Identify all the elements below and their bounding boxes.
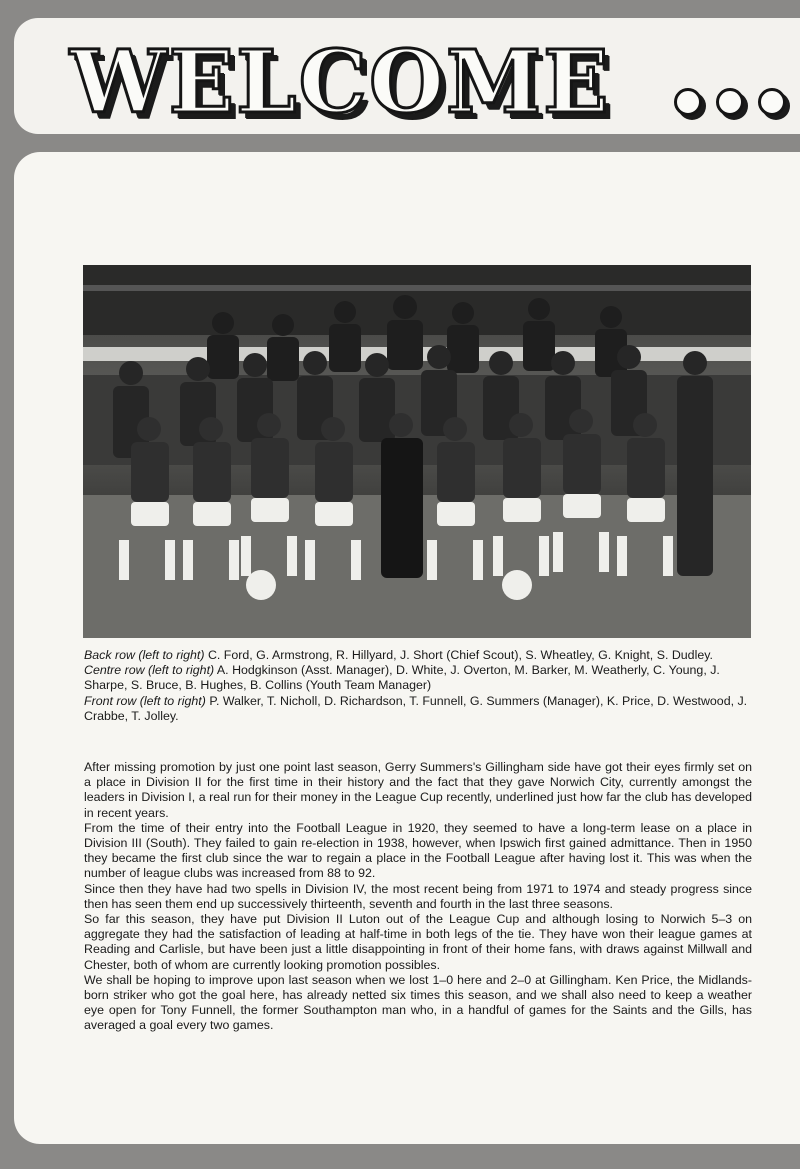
caption-back-row: [84, 648, 752, 663]
centre-row-names: A. Hodgkinson (Asst. Manager), D. White, J. Overton, M. Barker, M. Weatherly, C. Young, J. Sharpe, S. Bruce, B. Hughes, B. Collins (Youth Team Manager): [84, 663, 720, 693]
caption-centre-row: [84, 663, 752, 693]
dot-icon: [674, 88, 702, 116]
centre-row-label: Centre row (left to right): [84, 663, 215, 678]
dot-icon: [716, 88, 744, 116]
back-row-label: Back row (left to right): [84, 648, 205, 662]
ellipsis-dots: [674, 88, 786, 116]
article-paragraph: So far this season, they have put Division II Luton out of the League Cup and although losing to Norwich 5–3 on aggregate they had the satisfaction of leading at half-time in both legs of the tie. They have won their league games at Reading and Carlisle, but have been just a little disappointing in front of their home fans, with draws against Millwall and Chester, both of whom are currently looking promotion possibles.: [84, 912, 752, 972]
caption-front-row: [84, 694, 752, 724]
front-row-names: P. Walker, T. Nicholl, D. Richardson, T. Funnell, G. Summers (Manager), K. Price, D. Westwood, J. Crabbe, T. Jolley.: [84, 693, 748, 723]
team-photo-illustration: [83, 265, 751, 638]
dot-icon: [758, 88, 786, 116]
article-body: [84, 760, 752, 1034]
back-row-names: C. Ford, G. Armstrong, R. Hillyard, J. Short (Chief Scout), S. Wheatley, G. Knight, S. Dudley.: [204, 648, 713, 662]
page-title: WELCOME: [70, 32, 611, 133]
front-row-label: Front row (left to right): [84, 693, 206, 708]
team-photo: [83, 265, 751, 638]
photo-caption: [84, 648, 752, 724]
article-paragraph: From the time of their entry into the Football League in 1920, they seemed to have a long-term lease on a place in Division III (South). They failed to gain re-election in 1938, however, when Ipswich first gained admittance. Then in 1950 they became the first club since the war to regain a place in the Football League after having lost it. This was when the number of league clubs was increased from 88 to 92.: [84, 820, 752, 881]
article-paragraph: We shall be hoping to improve upon last season when we lost 1–0 here and 2–0 at Gillingham. Ken Price, the Midlands-born striker who got the goal here, has already netted six times this season, and we shall also need to keep a weather eye open for Tony Funnell, the former Southampton man who, in a handful of games for the Saints and the Gills, has averaged a goal every two games.: [84, 972, 752, 1033]
header-banner: [14, 18, 800, 134]
article-paragraph: After missing promotion by just one point last season, Gerry Summers's Gillingham side have got their eyes firmly set on a place in Division II for the first time in their history and the fact that they gave Norwich City, currently amongst the leaders in Division I, a real run for their money in the League Cup recently, underlined just how far the club has developed in recent years.: [84, 760, 752, 820]
article-paragraph: Since then they have had two spells in Division IV, the most recent being from 1971 to 1974 and steady progress since then has seen them end up successively thirteenth, seventh and fourth in the last three seasons.: [84, 881, 752, 911]
